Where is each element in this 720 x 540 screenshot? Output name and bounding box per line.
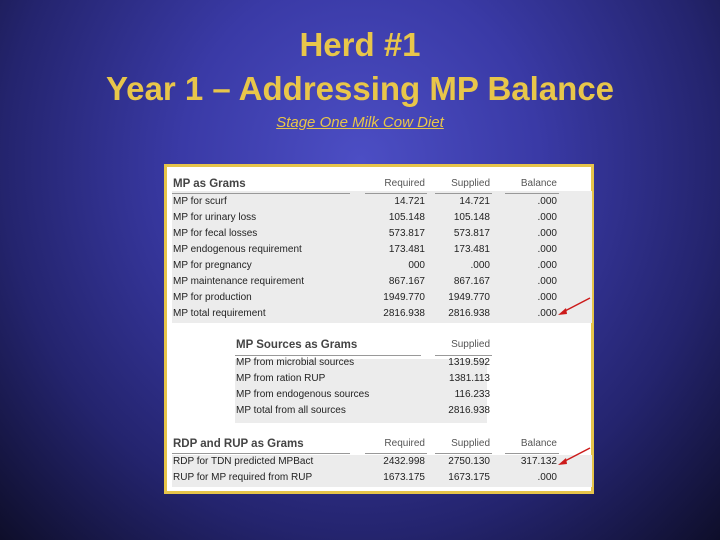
slide-subtitle: Stage One Milk Cow Diet bbox=[276, 114, 444, 131]
row-required: 2432.998 bbox=[383, 456, 425, 467]
row-required: 1673.175 bbox=[383, 472, 425, 483]
row-label: MP for pregnancy bbox=[173, 260, 252, 271]
row-balance: .000 bbox=[537, 244, 557, 255]
row-balance: .000 bbox=[537, 212, 557, 223]
section1-title: MP as Grams bbox=[173, 178, 246, 190]
section1-col-required: Required bbox=[384, 178, 425, 189]
section3-header-row bbox=[167, 438, 591, 453]
table-row bbox=[167, 276, 591, 291]
table-row bbox=[167, 456, 591, 471]
row-label: MP from endogenous sources bbox=[236, 389, 370, 400]
row-label: MP total requirement bbox=[173, 308, 266, 319]
section2-title: MP Sources as Grams bbox=[236, 339, 358, 351]
report-panel bbox=[164, 164, 594, 494]
row-label: RUP for MP required from RUP bbox=[173, 472, 313, 483]
section3-rule-supplied bbox=[435, 453, 492, 454]
row-supplied: 173.481 bbox=[453, 244, 490, 255]
section3-title: RDP and RUP as Grams bbox=[173, 438, 304, 450]
row-balance: .000 bbox=[537, 276, 557, 287]
section1-rule-balance bbox=[505, 193, 559, 194]
row-label: MP for scurf bbox=[173, 196, 227, 207]
section2-rule bbox=[235, 355, 421, 356]
section2-col-supplied: Supplied bbox=[451, 339, 490, 350]
row-supplied: 2816.938 bbox=[448, 405, 490, 416]
table-row bbox=[167, 472, 591, 487]
row-supplied: 2750.130 bbox=[448, 456, 490, 467]
section3-col-supplied: Supplied bbox=[451, 438, 490, 449]
row-label: MP from microbial sources bbox=[236, 357, 355, 368]
section2-rule-supplied bbox=[435, 355, 492, 356]
row-label: RDP for TDN predicted MPBact bbox=[173, 456, 314, 467]
section1-rule-required bbox=[365, 193, 427, 194]
row-required: 1949.770 bbox=[383, 292, 425, 303]
table-row bbox=[167, 292, 591, 307]
row-supplied: .000 bbox=[470, 260, 490, 271]
row-supplied: 14.721 bbox=[459, 196, 490, 207]
table-row bbox=[167, 244, 591, 259]
row-supplied: 1673.175 bbox=[448, 472, 490, 483]
row-label: MP from ration RUP bbox=[236, 373, 326, 384]
row-balance: .000 bbox=[537, 292, 557, 303]
table-row bbox=[167, 228, 591, 243]
table-row bbox=[167, 212, 591, 227]
section1-col-supplied: Supplied bbox=[451, 178, 490, 189]
row-label: MP for urinary loss bbox=[173, 212, 257, 223]
slide-title-line2: Year 1 – Addressing MP Balance bbox=[105, 70, 615, 107]
row-balance: 317.132 bbox=[520, 456, 557, 467]
section3-col-balance: Balance bbox=[520, 438, 557, 449]
section1-header-row bbox=[167, 178, 591, 193]
section3-rule-required bbox=[365, 453, 427, 454]
table-row bbox=[167, 405, 591, 420]
red-arrow-icon bbox=[550, 442, 600, 472]
row-supplied: 867.167 bbox=[453, 276, 490, 287]
row-balance: .000 bbox=[537, 260, 557, 271]
row-supplied: 1381.113 bbox=[449, 373, 490, 384]
table-row bbox=[167, 357, 591, 372]
row-required: 573.817 bbox=[388, 228, 425, 239]
section3-rule bbox=[172, 453, 350, 454]
section3-col-required: Required bbox=[384, 438, 425, 449]
row-label: MP maintenance requirement bbox=[173, 276, 304, 287]
row-supplied: 2816.938 bbox=[448, 308, 490, 319]
row-balance: .000 bbox=[537, 196, 557, 207]
table-row bbox=[167, 308, 591, 323]
row-required: 2816.938 bbox=[383, 308, 425, 319]
red-arrow-icon bbox=[550, 292, 600, 322]
row-balance: .000 bbox=[537, 472, 557, 483]
row-required: 14.721 bbox=[394, 196, 425, 207]
section1-rule-supplied bbox=[435, 193, 492, 194]
row-supplied: 105.148 bbox=[453, 212, 490, 223]
row-balance: .000 bbox=[537, 228, 557, 239]
section1-rule bbox=[172, 193, 350, 194]
table-row bbox=[167, 260, 591, 275]
row-required: 105.148 bbox=[388, 212, 425, 223]
row-required: 000 bbox=[408, 260, 425, 271]
row-supplied: 1319.592 bbox=[448, 357, 490, 368]
slide-title-line1: Herd #1 bbox=[299, 26, 421, 63]
section1-col-balance: Balance bbox=[520, 178, 557, 189]
table-row bbox=[167, 196, 591, 211]
table-row bbox=[167, 373, 591, 388]
row-required: 867.167 bbox=[388, 276, 425, 287]
row-label: MP total from all sources bbox=[236, 405, 346, 416]
row-balance: .000 bbox=[537, 308, 557, 319]
row-supplied: 1949.770 bbox=[448, 292, 490, 303]
section2-header-row bbox=[167, 339, 591, 354]
table-row bbox=[167, 389, 591, 404]
row-supplied: 116.233 bbox=[454, 389, 490, 400]
row-label: MP endogenous requirement bbox=[173, 244, 302, 255]
row-supplied: 573.817 bbox=[453, 228, 490, 239]
row-label: MP for production bbox=[173, 292, 252, 303]
row-required: 173.481 bbox=[388, 244, 425, 255]
row-label: MP for fecal losses bbox=[173, 228, 258, 239]
